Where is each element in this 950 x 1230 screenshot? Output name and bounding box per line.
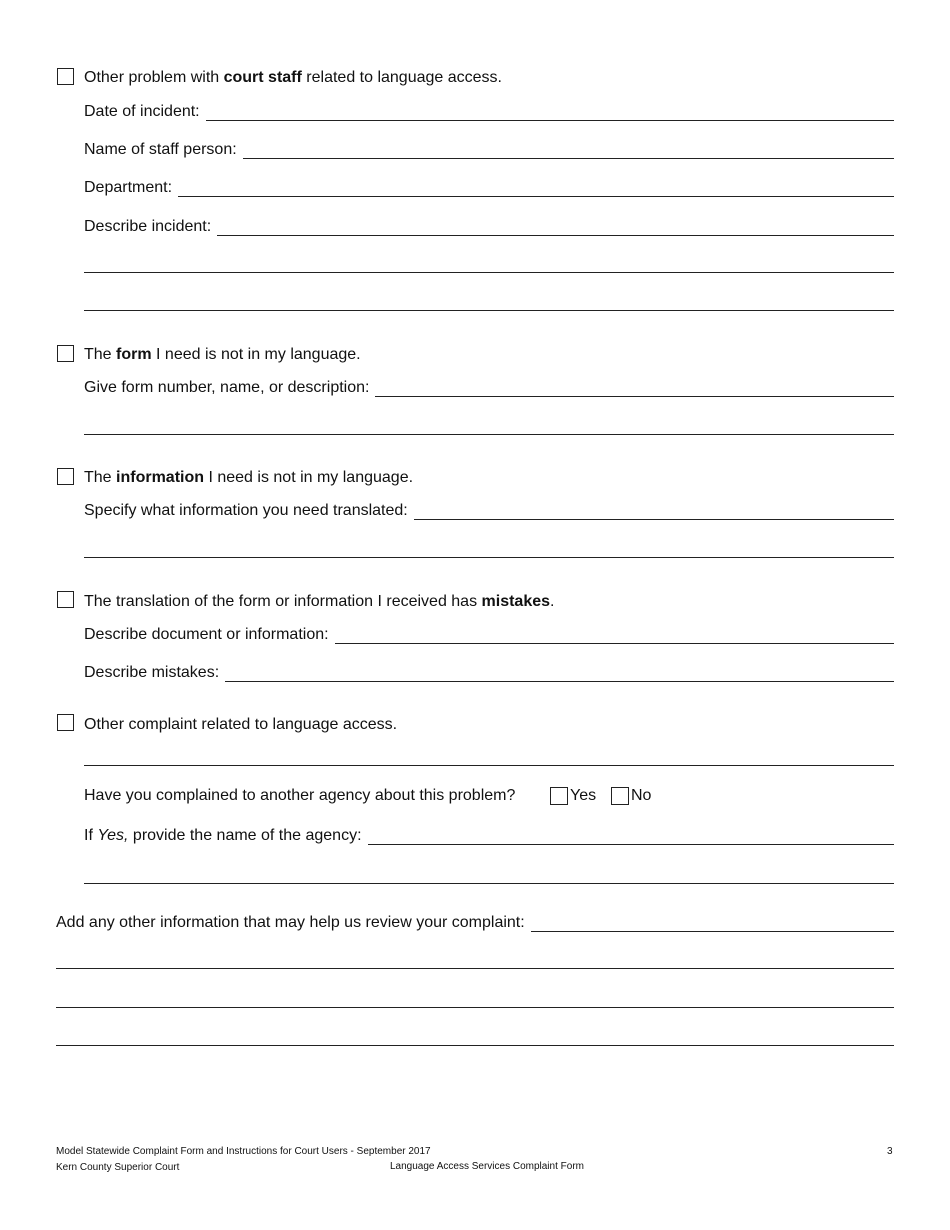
staff-person-field[interactable] [243,140,894,159]
information-translate-line-2[interactable] [84,539,894,558]
agency-no-label: No [631,787,652,804]
describe-incident-line-2[interactable] [84,254,894,273]
other-complaint-checkbox[interactable] [57,714,74,731]
describe-mistakes-field[interactable] [225,663,894,682]
staff-person-label: Name of staff person: [84,141,237,158]
information-translate-label: Specify what information you need translated: [84,502,408,519]
other-complaint-heading: Other complaint related to language access. [84,716,398,733]
describe-mistakes-row [84,662,894,682]
form-description-line-2[interactable] [84,416,894,435]
additional-info-line-3[interactable] [56,989,894,1008]
agency-no-checkbox[interactable] [611,787,629,805]
describe-incident-line-3[interactable] [84,292,894,311]
information-translate-field[interactable] [414,501,894,520]
agency-name-row [84,825,894,845]
agency-yes-label: Yes [570,787,597,804]
agency-name-field[interactable] [368,826,894,845]
information-language-heading: The information I need is not in my language. [84,469,414,486]
describe-document-field[interactable] [335,625,894,644]
department-field[interactable] [178,178,894,197]
agency-question: Have you complained to another agency about this problem? [84,787,516,804]
describe-incident-label: Describe incident: [84,218,212,235]
describe-incident-row [84,216,894,236]
department-label: Department: [84,179,173,196]
translation-mistakes-checkbox[interactable] [57,591,74,608]
other-complaint-line[interactable] [84,747,894,766]
court-staff-heading: Other problem with court staff related to language access. [84,69,502,86]
court-staff-checkbox[interactable] [57,68,74,85]
footer-court-name: Kern County Superior Court [56,1162,180,1173]
form-language-heading: The form I need is not in my language. [84,346,361,363]
describe-document-label: Describe document or information: [84,626,329,643]
additional-info-row [56,912,894,932]
additional-info-label: Add any other information that may help us review your complaint: [56,914,525,931]
additional-info-field[interactable] [531,913,894,932]
footer-form-title: Model Statewide Complaint Form and Instructions for Court Users - September 2017 [56,1146,431,1157]
describe-mistakes-label: Describe mistakes: [84,664,220,681]
form-description-field[interactable] [375,378,894,397]
agency-name-line-2[interactable] [84,865,894,884]
form-description-row [84,377,894,397]
describe-incident-field[interactable] [217,217,894,236]
date-of-incident-field[interactable] [206,102,894,121]
page-number: 3 [887,1146,893,1157]
form-language-checkbox[interactable] [57,345,74,362]
date-of-incident-label: Date of incident: [84,103,200,120]
describe-document-row [84,624,894,644]
additional-info-line-2[interactable] [56,950,894,969]
footer-center-title: Language Access Services Complaint Form [390,1161,584,1172]
agency-name-label: If Yes, provide the name of the agency: [84,827,362,844]
information-language-checkbox[interactable] [57,468,74,485]
translation-mistakes-heading: The translation of the form or information I received has mistakes. [84,593,555,610]
date-of-incident-row [84,101,894,121]
additional-info-line-4[interactable] [56,1027,894,1046]
agency-yes-checkbox[interactable] [550,787,568,805]
form-description-label: Give form number, name, or description: [84,379,370,396]
staff-person-row [84,139,894,159]
information-translate-row [84,500,894,520]
department-row [84,177,894,197]
